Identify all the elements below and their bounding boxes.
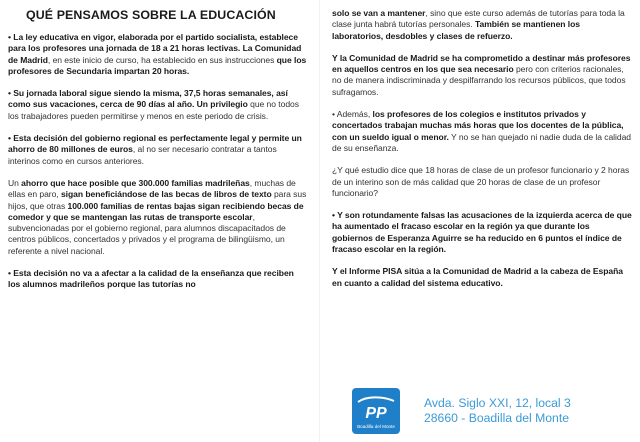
paragraph-decision-legal: • Esta decisión del gobierno regional es perfectamente legal y permite un ahorro de 80 millones de euros, al no ser necesario contratar a tantos interinos como en cursos anteriores. — [8, 133, 302, 166]
page-title: QUÉ PENSAMOS SOBRE LA EDUCACIÓN — [26, 8, 276, 22]
address-line-2: 28660 - Boadilla del Monte — [424, 411, 569, 425]
paragraph-fracaso-escolar: • Y son rotundamente falsas las acusaciones de la izquierda acerca de que ha aumentado el fracaso escolar en la región ya que durante los gobiernos de Esperanza Aguirre se ha reducido en 6 puntos el índice de fracaso escolar en la región. — [332, 210, 632, 255]
logo-subtext: Boadilla del Monte — [357, 424, 395, 429]
paragraph-mas-profesores: Y la Comunidad de Madrid se ha comprometido a destinar más profesores en aquellos centros en los que sea necesario pero con criterios racionales, no de manera indiscriminada y despilfarrando los recursos públicos, que todos sufragamos. — [332, 52, 631, 97]
paragraph-ahorro-familias: Un ahorro que hace posible que 300.000 familias madrileñas, muchas de ellas en paro, sigan beneficiándose de las becas de libros de texto para sus hijos, que otras 100.000 familias de rentas bajas sigan recibiendo becas de comedor y que se mantengan las rutas de transporte escolar, subvencionadas por el gobierno regional, para alumnos discapacitados de centros públicos, concertados y privados y el programa de bilingüismo, un referente a nivel nacional. — [8, 177, 307, 256]
paragraph-calidad-ensenanza: • Esta decisión no va a afectar a la calidad de la enseñanza que reciben los alumnos madrileños porque las tutorías no — [8, 268, 294, 290]
left-column — [8, 8, 308, 291]
paragraph-tutorias: solo se van a mantener, sino que este curso además de tutorías para toda la clase junta habrá tutorías personales. También se mantienen los laboratorios, desdobles y clases de refuerzo. — [332, 8, 625, 41]
pp-logo — [352, 388, 400, 434]
footer-contact — [352, 388, 627, 434]
column-divider — [319, 0, 320, 442]
paragraph-jornada-lectiva: • La ley educativa en vigor, elaborada por el partido socialista, establece para los profesores una jornada de 18 a 21 horas lectivas. La Comunidad de Madrid, en este inicio de curso, ha establecido en sus instrucciones que los profesores de Secundaria impartan 20 horas. — [8, 32, 307, 76]
address-block — [424, 396, 571, 426]
paragraph-informe-pisa: Y el Informe PISA sitúa a la Comunidad de Madrid a la cabeza de España en cuanto a calidad del sistema educativo. — [332, 266, 623, 288]
logo-text: PP — [365, 405, 387, 422]
paragraph-pregunta-estudio: ¿Y qué estudio dice que 18 horas de clase de un profesor funcionario y 2 horas de un interino son de más calidad que 20 horas de clase de un profesor funcionario? — [332, 165, 630, 198]
address-line-1: Avda. Siglo XXI, 12, local 3 — [424, 396, 571, 410]
paragraph-jornada-laboral: • Su jornada laboral sigue siendo la misma, 37,5 horas semanales, así como sus vacaciones, cerca de 90 días al año. Un privilegio que no todos los trabajadores pueden permitirse y menos en este periodo de crisis. — [8, 88, 299, 121]
right-column — [332, 8, 632, 289]
paragraph-privados-concertados: • Además, los profesores de los colegios e institutos privados y concertados trabajan muchas más horas que los docentes de la pública, con un sueldo igual o menor. Y no se han quejado ni nadie duda de la calidad de su enseñanza. — [332, 109, 631, 153]
